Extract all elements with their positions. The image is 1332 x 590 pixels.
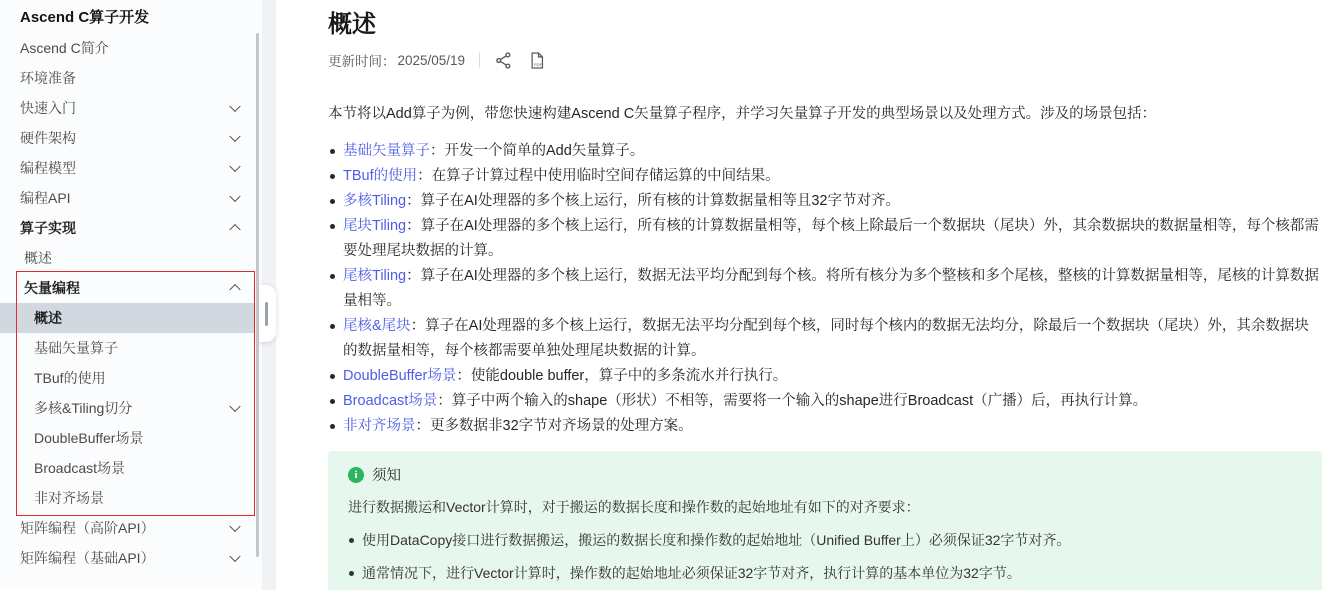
- sidebar-item-matrix-basic-api[interactable]: [0, 543, 255, 573]
- sidebar-collapse-handle[interactable]: [258, 285, 276, 342]
- chevron-down-icon: [229, 521, 240, 532]
- sidebar-item-basic-vector-operator[interactable]: [0, 333, 255, 363]
- sidebar-scrollbar[interactable]: [256, 33, 259, 557]
- sidebar-item-broadcast[interactable]: [0, 453, 255, 483]
- sidebar-item-label: TBuf的使用: [34, 370, 106, 386]
- sidebar-item-quick-start[interactable]: [0, 93, 255, 123]
- sidebar: [0, 0, 262, 590]
- list-item: [328, 214, 1322, 264]
- scenario-desc: ：算子在AI处理器的多个核上运行，数据无法平均分配到每个核，同时每个核内的数据无法均分，除最后一个数据块（尾块）外，其余数据块的数据量相等，每个核都需要单独处理尾块数据的计算。: [343, 318, 1309, 359]
- sidebar-item-multicore-tiling[interactable]: [0, 393, 255, 423]
- sidebar-item-label: Ascend C简介: [20, 40, 109, 56]
- link-tail-core-block[interactable]: 尾核&尾块: [343, 318, 411, 334]
- sidebar-item-label: 基础矢量算子: [34, 340, 118, 356]
- collapse-grip-icon: [265, 302, 268, 326]
- list-item: [328, 139, 1322, 164]
- share-icon[interactable]: [494, 51, 513, 70]
- info-circle-icon: i: [348, 467, 364, 483]
- sidebar-item-matrix-high-api[interactable]: [0, 513, 255, 543]
- chevron-down-icon: [229, 101, 240, 112]
- chevron-down-icon: [229, 401, 240, 412]
- sidebar-item-label: 概述: [34, 310, 62, 326]
- meta-row: [328, 50, 1322, 70]
- link-tail-block-tiling[interactable]: 尾块Tiling: [343, 218, 407, 234]
- svg-text:PDF: PDF: [534, 61, 543, 67]
- sidebar-item-vector-programming[interactable]: [0, 273, 255, 303]
- notice-title: 须知: [372, 468, 401, 484]
- sidebar-item-label: 硬件架构: [20, 130, 76, 146]
- chevron-down-icon: [229, 131, 240, 142]
- main-content: [276, 0, 1332, 590]
- scenario-desc: ：使能double buffer，算子中的多条流水并行执行。: [456, 368, 788, 384]
- notice-intro: 进行数据搬运和Vector计算时，对于搬运的数据长度和操作数的起始地址有如下的对齐要求：: [348, 499, 920, 515]
- notice-list: [348, 528, 1302, 586]
- intro-paragraph: 本节将以Add算子为例，带您快速构建Ascend C矢量算子程序，并学习矢量算子开发的典型场景以及处理方式。涉及的场景包括：: [328, 106, 1157, 122]
- sidebar-item-ascendc-intro[interactable]: [0, 33, 255, 63]
- link-non-aligned[interactable]: 非对齐场景: [343, 418, 416, 434]
- link-tbuf-usage[interactable]: TBuf的使用: [343, 168, 418, 184]
- scenario-desc: ：更多数据非32字节对齐场景的处理方案。: [415, 418, 693, 434]
- chevron-up-icon: [229, 284, 240, 295]
- sidebar-item-label: 概述: [24, 250, 52, 266]
- chevron-up-icon: [229, 224, 240, 235]
- scenario-list: [328, 139, 1322, 439]
- chevron-down-icon: [229, 161, 240, 172]
- sidebar-title: Ascend C算子开发: [20, 9, 150, 26]
- scenario-desc: ：算子在AI处理器的多个核上运行，所有核的计算数据量相等且32字节对齐。: [406, 193, 900, 209]
- list-item: [328, 189, 1322, 214]
- link-doublebuffer[interactable]: DoubleBuffer场景: [343, 368, 457, 384]
- scenario-desc: ：算子中两个输入的shape（形状）不相等，需要将一个输入的shape进行Broadcast（广播）后，再执行计算。: [437, 393, 1148, 409]
- sidebar-item-label: 非对齐场景: [34, 490, 104, 506]
- list-item: 使用DataCopy接口进行数据搬运，搬运的数据长度和操作数的起始地址（Unified Buffer上）必须保证32字节对齐。: [348, 528, 1302, 553]
- sidebar-item-label: 快速入门: [20, 100, 76, 116]
- list-item: [328, 364, 1322, 389]
- meta-divider: [479, 52, 480, 68]
- sidebar-item-hardware-arch[interactable]: [0, 123, 255, 153]
- scenario-desc: ：开发一个简单的Add矢量算子。: [430, 143, 645, 159]
- updated-value: 2025/05/19: [397, 52, 466, 68]
- sidebar-item-impl-overview[interactable]: [0, 243, 255, 273]
- sidebar-item-label: 环境准备: [20, 70, 76, 86]
- link-multicore-tiling[interactable]: 多核Tiling: [343, 193, 407, 209]
- list-item: [328, 389, 1322, 414]
- sidebar-item-label: 多核&Tiling切分: [34, 400, 133, 416]
- chevron-down-icon: [229, 191, 240, 202]
- list-item: [328, 164, 1322, 189]
- sidebar-item-vector-overview[interactable]: [0, 303, 255, 333]
- sidebar-item-operator-impl[interactable]: [0, 213, 255, 243]
- sidebar-item-label: 编程API: [20, 190, 71, 206]
- sidebar-item-label: 编程模型: [20, 160, 76, 176]
- sidebar-item-label: DoubleBuffer场景: [34, 430, 144, 446]
- page-title: 概述: [328, 11, 376, 38]
- chevron-down-icon: [229, 551, 240, 562]
- sidebar-item-label: 算子实现: [20, 220, 76, 236]
- sidebar-item-label: Broadcast场景: [34, 460, 126, 476]
- link-tail-core-tiling[interactable]: 尾核Tiling: [343, 268, 407, 284]
- sidebar-item-label: 矢量编程: [24, 280, 80, 296]
- scenario-desc: ：算子在AI处理器的多个核上运行，所有核的计算数据量相等，每个核上除最后一个数据块（尾块）外，其余数据块的数据量相等，每个核都需要处理尾块数据的计算。: [343, 218, 1319, 259]
- sidebar-item-env-setup[interactable]: [0, 63, 255, 93]
- updated-label: 更新时间：: [328, 54, 396, 69]
- sidebar-item-label: 矩阵编程（基础API）: [20, 550, 155, 566]
- sidebar-item-tbuf-usage[interactable]: [0, 363, 255, 393]
- sidebar-item-label: 矩阵编程（高阶API）: [20, 520, 155, 536]
- sidebar-item-doublebuffer[interactable]: [0, 423, 255, 453]
- list-item: [328, 314, 1322, 364]
- list-item: [328, 414, 1322, 439]
- sidebar-item-programming-api[interactable]: [0, 183, 255, 213]
- sidebar-item-non-aligned[interactable]: [0, 483, 255, 513]
- scenario-desc: ：算子在AI处理器的多个核上运行，数据无法平均分配到每个核。将所有核分为多个整核和多个尾核，整核的计算数据量相等，尾核的计算数据量相等。: [343, 268, 1319, 309]
- notice-header: [348, 464, 1302, 485]
- notice-box: [328, 451, 1322, 590]
- pdf-document-icon[interactable]: [527, 51, 546, 70]
- sidebar-item-programming-model[interactable]: [0, 153, 255, 183]
- list-item: 通常情况下，进行Vector计算时，操作数的起始地址必须保证32字节对齐，执行计算的基本单位为32字节。: [348, 561, 1302, 586]
- link-basic-vector-operator[interactable]: 基础矢量算子: [343, 143, 430, 159]
- link-broadcast[interactable]: Broadcast场景: [343, 393, 438, 409]
- scenario-desc: ：在算子计算过程中使用临时空间存储运算的中间结果。: [417, 168, 780, 184]
- list-item: [328, 264, 1322, 314]
